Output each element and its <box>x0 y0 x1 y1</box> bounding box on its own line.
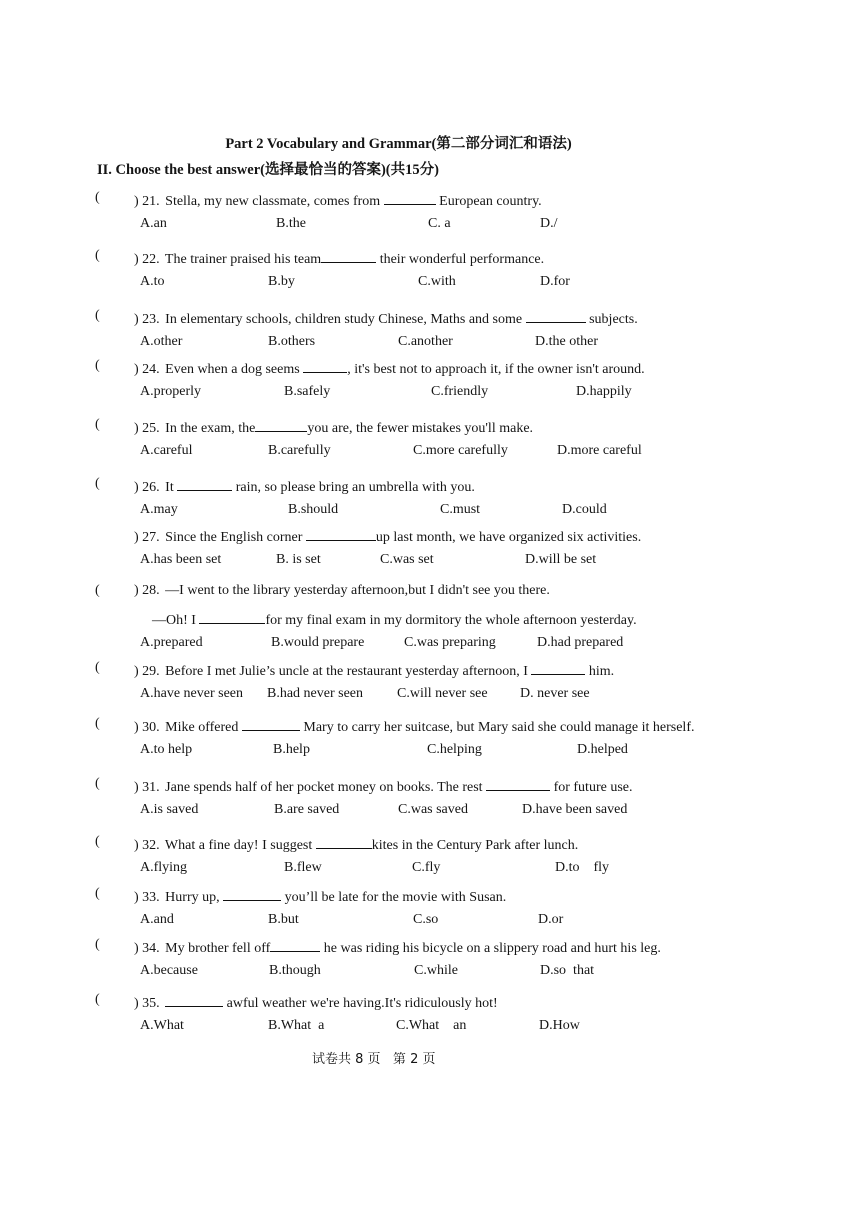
question-21 <box>0 190 867 250</box>
option-b[interactable]: B.safely <box>284 384 331 399</box>
option-d[interactable]: D.had prepared <box>537 635 624 650</box>
option-a[interactable]: A.has been set <box>140 552 222 567</box>
question-stem: ) 28. —I went to the library yesterday afternoon,but I didn't see you there. <box>134 583 550 598</box>
question-22 <box>0 248 867 308</box>
option-c[interactable]: C.while <box>414 963 458 978</box>
answer-blank <box>526 308 586 323</box>
question-stem: ) 33. Hurry up, you’ll be late for the movie with Susan. <box>134 886 506 906</box>
answer-blank <box>270 937 320 952</box>
option-c[interactable]: C.so <box>413 912 439 927</box>
option-b[interactable]: B.had never seen <box>267 686 364 701</box>
question-stem: ) 25. In the exam, the you are, the fewer mistakes you'll make. <box>134 417 533 437</box>
option-d[interactable]: D.have been saved <box>522 802 628 817</box>
option-a[interactable]: A.What <box>140 1018 184 1033</box>
option-c[interactable]: C.What an <box>396 1018 467 1033</box>
option-a[interactable]: A.careful <box>140 443 193 458</box>
answer-bracket-open[interactable]: ( <box>95 308 100 323</box>
option-b[interactable]: B.help <box>273 742 310 757</box>
option-a[interactable]: A.have never seen <box>140 686 244 701</box>
answer-blank <box>255 417 307 432</box>
answer-blank <box>165 992 223 1007</box>
option-d[interactable]: D.the other <box>535 334 598 349</box>
answer-blank <box>306 526 376 541</box>
question-stem: ) 27. Since the English corner up last month, we have organized six activities. <box>134 526 641 546</box>
question-stem: ) 22. The trainer praised his team their wonderful performance. <box>134 248 544 268</box>
answer-blank <box>303 358 347 373</box>
answer-bracket-open[interactable]: ( <box>95 476 100 491</box>
answer-bracket-open[interactable]: ( <box>95 583 100 598</box>
option-b[interactable]: B.though <box>269 963 321 978</box>
option-c[interactable]: C.was preparing <box>404 635 496 650</box>
answer-bracket-open[interactable]: ( <box>95 937 100 952</box>
option-a[interactable]: A.other <box>140 334 183 349</box>
question-34 <box>0 937 867 997</box>
answer-bracket-open[interactable]: ( <box>95 886 100 901</box>
option-d[interactable]: D. never see <box>520 686 590 701</box>
option-d[interactable]: D.or <box>538 912 564 927</box>
question-31 <box>0 776 867 836</box>
option-c[interactable]: C.fly <box>412 860 441 875</box>
option-b[interactable]: B.but <box>268 912 299 927</box>
option-d[interactable]: D./ <box>540 216 558 231</box>
question-stem: ) 35. awful weather we're having.It's ridiculously hot! <box>134 992 498 1012</box>
question-stem: ) 29. Before I met Julie’s uncle at the restaurant yesterday afternoon, I him. <box>134 660 614 680</box>
option-c[interactable]: C.will never see <box>397 686 488 701</box>
option-a[interactable]: A.flying <box>140 860 188 875</box>
answer-blank <box>321 248 376 263</box>
option-c[interactable]: C.with <box>418 274 456 289</box>
answer-bracket-open[interactable]: ( <box>95 248 100 263</box>
option-c[interactable]: C.another <box>398 334 453 349</box>
question-27 <box>0 526 867 586</box>
option-d[interactable]: D.so that <box>540 963 595 978</box>
option-d[interactable]: D.for <box>540 274 570 289</box>
option-d[interactable]: D.helped <box>577 742 628 757</box>
answer-blank <box>199 609 265 624</box>
answer-blank <box>531 660 585 675</box>
option-b[interactable]: B.would prepare <box>271 635 365 650</box>
option-c[interactable]: C.friendly <box>431 384 489 399</box>
question-stem: ) 26. It rain, so please bring an umbrella with you. <box>134 476 475 496</box>
answer-blank <box>316 834 372 849</box>
answer-bracket-open[interactable]: ( <box>95 358 100 373</box>
option-d[interactable]: D.happily <box>576 384 632 399</box>
option-a[interactable]: A.properly <box>140 384 202 399</box>
option-d[interactable]: D.could <box>562 502 607 517</box>
question-stem: ) 32. What a fine day! I suggest kites in the Century Park after lunch. <box>134 834 578 854</box>
option-c[interactable]: C.must <box>440 502 481 517</box>
option-b[interactable]: B.by <box>268 274 295 289</box>
answer-bracket-open[interactable]: ( <box>95 776 100 791</box>
option-d[interactable]: D.How <box>539 1018 580 1033</box>
option-a[interactable]: A.is saved <box>140 802 199 817</box>
question-29 <box>0 660 867 720</box>
question-32 <box>0 834 867 894</box>
option-a[interactable]: A.prepared <box>140 635 203 650</box>
answer-blank <box>242 716 300 731</box>
option-d[interactable]: D.to fly <box>555 860 610 875</box>
option-c[interactable]: C. a <box>428 216 451 231</box>
option-b[interactable]: B.should <box>288 502 339 517</box>
option-c[interactable]: C.more carefully <box>413 443 508 458</box>
option-c[interactable]: C.helping <box>427 742 482 757</box>
question-30 <box>0 716 867 776</box>
answer-blank <box>486 776 550 791</box>
question-stem: ) 23. In elementary schools, children study Chinese, Maths and some subjects. <box>134 308 638 328</box>
option-b[interactable]: B.carefully <box>268 443 331 458</box>
answer-bracket-open[interactable]: ( <box>95 190 100 205</box>
option-b[interactable]: B.are saved <box>274 802 340 817</box>
answer-bracket-open[interactable]: ( <box>95 992 100 1007</box>
option-a[interactable]: A.because <box>140 963 198 978</box>
option-b[interactable]: B.others <box>268 334 316 349</box>
part-title: Part 2 Vocabulary and Grammar(第二部分词汇和语法) <box>225 136 572 152</box>
option-d[interactable]: D.will be set <box>525 552 597 567</box>
option-a[interactable]: A.and <box>140 912 174 927</box>
answer-bracket-open[interactable]: ( <box>95 834 100 849</box>
option-c[interactable]: C.was set <box>380 552 434 567</box>
answer-blank <box>384 190 436 205</box>
option-b[interactable]: B.What a <box>268 1018 325 1033</box>
question-24 <box>0 358 867 418</box>
answer-bracket-open[interactable]: ( <box>95 716 100 731</box>
option-d[interactable]: D.more careful <box>557 443 642 458</box>
question-stem: ) 21. Stella, my new classmate, comes from European country. <box>134 190 542 210</box>
page-footer: 试卷共 8 页 第 2 页 <box>312 1052 436 1067</box>
option-b[interactable]: B.the <box>276 216 306 231</box>
question-25 <box>0 417 867 477</box>
option-a[interactable]: A.an <box>140 216 167 231</box>
option-a[interactable]: A.to help <box>140 742 193 757</box>
option-c[interactable]: C.was saved <box>398 802 468 817</box>
question-35 <box>0 992 867 1052</box>
question-stem: ) 34. My brother fell off he was riding his bicycle on a slippery road and hurt his leg. <box>134 937 661 957</box>
question-stem: ) 31. Jane spends half of her pocket money on books. The rest for future use. <box>134 776 632 796</box>
question-stem: ) 24. Even when a dog seems , it's best not to approach it, if the owner isn't around. <box>134 358 645 378</box>
option-a[interactable]: A.may <box>140 502 178 517</box>
question-stem: ) 30. Mike offered Mary to carry her suitcase, but Mary said she could manage it herself. <box>134 716 694 736</box>
question-stem-line2: —Oh! I for my final exam in my dormitory the whole afternoon yesterday. <box>152 609 637 629</box>
answer-bracket-open[interactable]: ( <box>95 660 100 675</box>
answer-blank <box>177 476 232 491</box>
section-title: II. Choose the best answer(选择最恰当的答案)(共15分) <box>97 162 439 178</box>
answer-blank <box>223 886 281 901</box>
option-a[interactable]: A.to <box>140 274 165 289</box>
option-b[interactable]: B. is set <box>276 552 321 567</box>
question-28 <box>0 583 867 663</box>
option-b[interactable]: B.flew <box>284 860 322 875</box>
answer-bracket-open[interactable]: ( <box>95 417 100 432</box>
